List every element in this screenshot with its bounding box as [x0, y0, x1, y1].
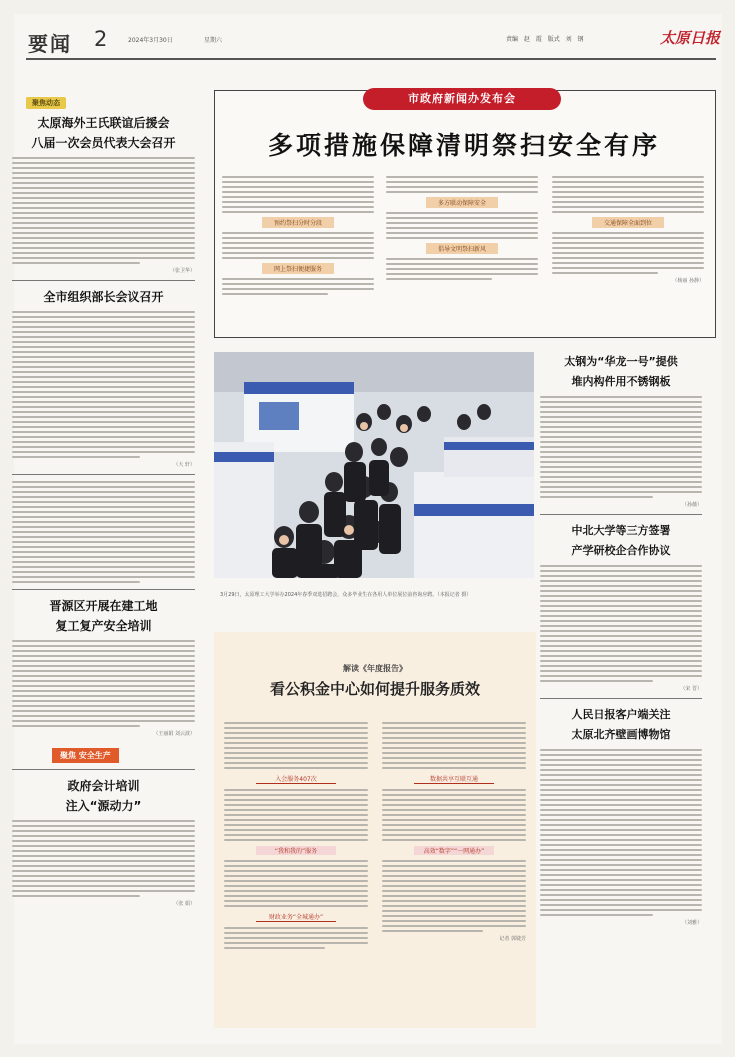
photo-caption: 3月29日，太原理工大学举办2024年春季双选招聘会，众多毕业生在各用人单位展位前咨询应聘。（本报记者 摄） — [220, 592, 472, 598]
issue-date: 2024年3月30日 — [128, 37, 173, 44]
safety-brand-tag: 聚焦 安全生产 — [52, 748, 119, 763]
report-subhead: 财政业务“全城通办” — [256, 912, 336, 922]
report-kicker: 解读《年度报告》 — [343, 664, 407, 673]
article-title: 中北大学等三方签署 — [571, 524, 671, 537]
report-subhead: 高效“数字”“一网通办” — [414, 846, 494, 855]
report-column — [382, 718, 526, 942]
article-signature: （王丽娟 刘云波） — [153, 731, 195, 737]
newspaper-logo: 太原日报 — [660, 29, 721, 47]
article-title: 复工复产安全培训 — [55, 619, 152, 633]
article-title: 太钢为“华龙一号”提供 — [564, 355, 678, 368]
article-signature: （刘雅） — [681, 920, 702, 926]
article-signature: （大 轩） — [173, 462, 195, 468]
press-column — [386, 172, 538, 283]
article-body — [12, 157, 195, 264]
report-subhead: “我和我的”服务 — [256, 846, 336, 855]
article-body — [540, 749, 702, 916]
issue-weekday: 星期六 — [204, 37, 223, 44]
editor-credits: 责编 赵 霞 版式 刘 钢 — [506, 36, 584, 43]
article-signature: （孙薇） — [681, 502, 702, 508]
divider — [540, 514, 702, 515]
press-subhead: 网上祭扫便捷服务 — [262, 263, 334, 274]
press-signature: （杨丽 孙静） — [672, 278, 704, 284]
divider — [12, 589, 195, 590]
press-column — [222, 172, 374, 298]
press-subhead: 交通保障全面到位 — [592, 217, 664, 228]
article-body — [540, 396, 702, 498]
article-title: 太原北齐壁画博物馆 — [571, 728, 671, 741]
article-title: 产学研校企合作协议 — [571, 544, 671, 557]
left-tag: 聚焦动态 — [26, 97, 66, 109]
divider — [12, 769, 195, 770]
report-subhead: 入会服务407次 — [256, 774, 336, 784]
article-body — [540, 565, 702, 682]
annual-report-box — [214, 632, 536, 1028]
section-name: 要闻 — [28, 32, 72, 56]
article-signature: （宋 晋） — [680, 686, 702, 692]
article-body — [12, 820, 195, 897]
report-column — [224, 718, 368, 952]
article-signature: （张 娟） — [173, 901, 195, 907]
article-title: 太原海外王氏联谊后援会 — [37, 116, 170, 130]
right-column — [540, 352, 702, 926]
article-body — [12, 481, 195, 583]
article-title: 堆内构件用不锈钢板 — [571, 375, 671, 388]
press-column — [552, 172, 704, 284]
article-title: 晋源区开展在建工地 — [49, 599, 158, 613]
article-title: 全市组织部长会议召开 — [43, 290, 164, 304]
article-title: 政府会计培训 — [67, 779, 140, 793]
article-title: 人民日报客户端关注 — [571, 708, 671, 721]
article-title: 注入“源动力” — [65, 799, 142, 813]
article-body — [12, 640, 195, 727]
report-headline: 看公积金中心如何提升服务质效 — [269, 680, 480, 698]
report-signature: 记者 郭婕芳 — [499, 936, 526, 942]
article-title: 八届一次会员代表大会召开 — [31, 136, 176, 150]
press-subhead: 倡导文明祭扫新风 — [426, 243, 498, 254]
press-kicker: 市政府新闻办发布会 — [363, 88, 561, 110]
job-fair-photo — [214, 352, 534, 578]
article-body — [12, 311, 195, 458]
press-subhead: 预约祭扫分时分段 — [262, 217, 334, 228]
press-headline: 多项措施保障清明祭扫安全有序 — [267, 131, 660, 160]
article-signature: （张卫华） — [169, 268, 195, 274]
divider — [12, 280, 195, 281]
left-column — [12, 52, 195, 907]
crowd-illustration — [214, 352, 534, 578]
page-number: 2 — [94, 27, 108, 51]
divider — [540, 698, 702, 699]
press-subhead: 多方联动保障安全 — [426, 197, 498, 208]
divider — [12, 474, 195, 475]
report-subhead: 数据共享互联互通 — [414, 774, 494, 784]
